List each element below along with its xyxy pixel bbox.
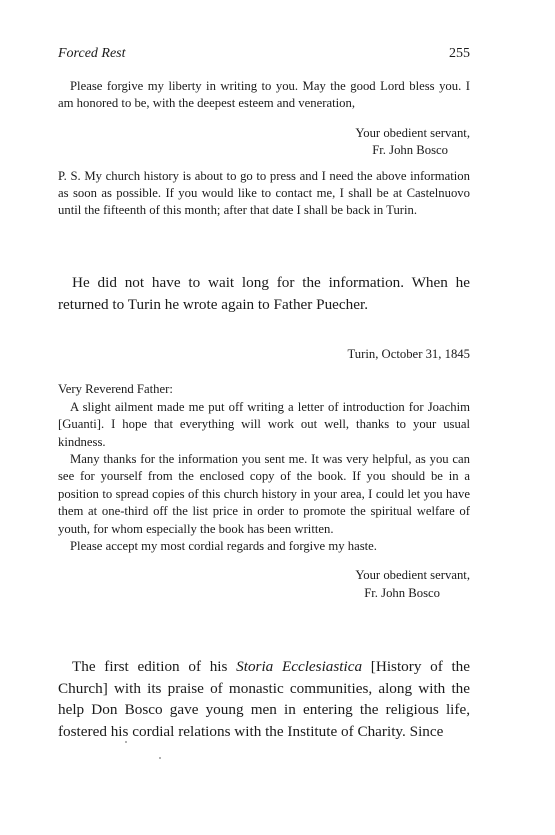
scan-speck: [125, 741, 127, 743]
book-page: [58, 0, 470, 835]
letter-1-signature: Fr. John Bosco: [372, 143, 448, 158]
page-header: [58, 46, 470, 66]
letter-2-paragraph: A slight ailment made me put off writing a letter of introduction for Joachim [Guanti]. I hope that everything will work out well, thanks to your usual kindness.: [58, 399, 470, 449]
letter-2-signature: Fr. John Bosco: [364, 585, 440, 600]
letter-2: [58, 346, 470, 602]
narrative-2-after-title: [History of the Church] with its praise of monastic communities, along with the help Don Bosco gave young men in entering the religious life, fostered his cordial relations with the Institute of Charity. Since: [58, 658, 471, 740]
letter-2-paragraph: Many thanks for the information you sent me. It was very helpful, as you can see for yourself from the enclosed copy of the book. If you should be in a position to spread copies of this church history in your area, I could let you have them at one-third off the list price in order to promote the spiritual welfare of youth, for whom especially the book has been written.: [58, 452, 470, 536]
narrative-paragraph-2: [58, 656, 470, 742]
scan-speck: [159, 757, 161, 759]
letter-2-paragraph: Please accept my most cordial regards and forgive my haste.: [70, 539, 377, 554]
book-title: Storia Ecclesiastica: [236, 658, 363, 675]
letter-1: [58, 78, 470, 220]
letter-1-body: Please forgive my liberty in writing to you. May the good Lord bless you. I am honored to be, with the deepest esteem and veneration,: [58, 79, 470, 111]
narrative-1-text: He did not have to wait long for the information. When he returned to Turin he wrote again to Father Puecher.: [58, 274, 470, 313]
letter-2-salutation: Very Reverend Father:: [58, 382, 173, 397]
narrative-2-before-title: The first edition of his: [72, 658, 237, 675]
narrative-2-text: [58, 656, 470, 742]
running-head: Forced Rest: [58, 46, 126, 61]
letter-2-closing: Your obedient servant,: [355, 568, 470, 583]
letter-2-dateline: Turin, October 31, 1845: [347, 347, 470, 361]
narrative-paragraph-1: [58, 272, 470, 315]
letter-1-postscript: P. S. My church history is about to go to press and I need the above information as soon as possible. If you would like to contact me, I shall be at Castelnuovo until the fifteenth of this month; after that date I shall be back in Turin.: [58, 168, 470, 218]
letter-1-closing: Your obedient servant,: [355, 125, 470, 140]
page-number: 255: [449, 46, 470, 61]
